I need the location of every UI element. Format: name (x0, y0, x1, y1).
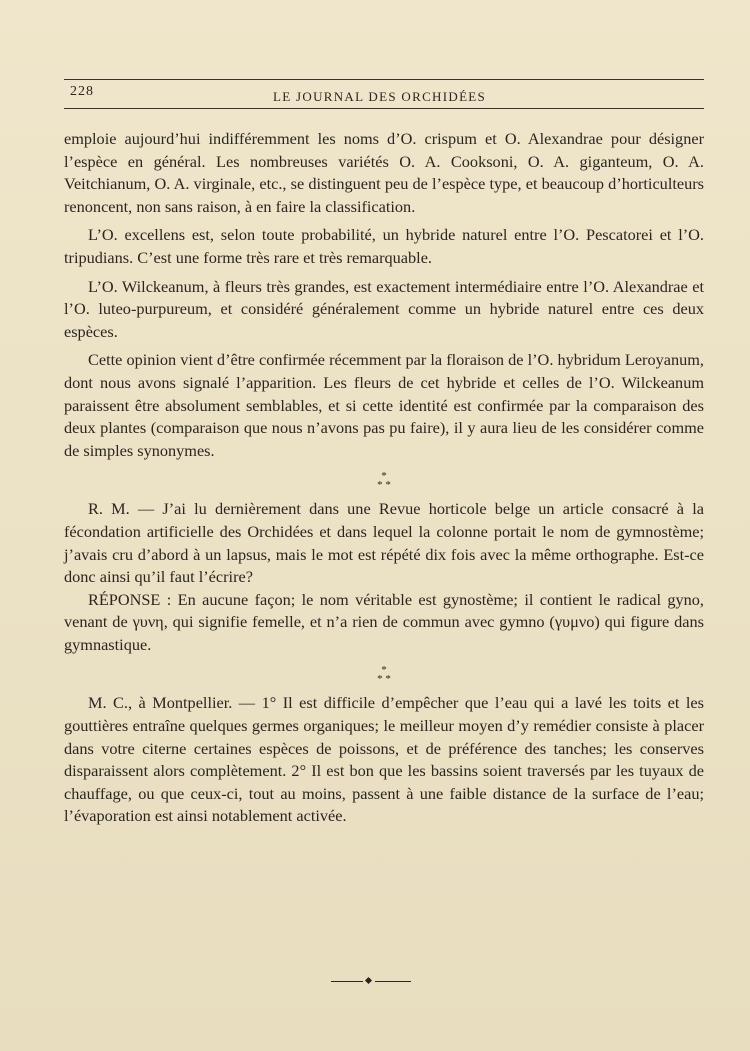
header-rule-top (64, 79, 704, 80)
paragraph-montpellier: M. C., à Montpellier. — 1° Il est difficile d’empêcher que l’eau qui a lavé les toits et les gouttières entraîne quelques germes organiques; le meilleur moyen d’y remédier consiste à placer dans votre citerne certaines espèces de poissons, et de préférence des tanches; les conserves disparaissent alors complètement. 2° Il est bon que les bassins soient traversés par les tuyaux de chauffage, ou que ceux-ci, tout au moins, passent à une faible distance de la surface de l’eau; l’évaporation est ainsi notablement activée. (64, 693, 704, 826)
paragraph-3: L’O. Wilckeanum, à fleurs très grandes, est exactement intermédiaire entre l’O. Alexandrae et l’O. luteo-purpureum, et considéré généralement comme un hybride naturel entre ces deux espèces. (64, 276, 704, 341)
section-asterism (64, 472, 704, 490)
paragraph-question: R. M. — J’ai lu dernièrement dans une Revue horticole belge un article consacré à la fécondation artificielle des Orchidées et dans lequel la colonne portait le nom de gymnostème; j’avais cru d’abord à un lapsus, mais le mot est répété dix fois avec la même orthographe. Est-ce donc ainsi qu’il faut l’écrire? (64, 499, 704, 587)
body-text (64, 128, 704, 828)
paragraph-4: Cette opinion vient d’être confirmée récemment par la floraison de l’O. hybridum Leroyanum, dont nous avons signalé l’apparition. Les fleurs de cet hybride et celles de l’O. Wilckeanum paraissent être absolument semblables, et si cette identité est confirmée par la comparaison des deux plantes (comparaison que nous n’avons pas pu faire), il y aura lieu de les considérer comme de simples synonymes. (64, 350, 704, 460)
paragraph-1: emploie aujourd’hui indifféremment les noms d’O. crispum et O. Alexandrae pour désigner l’espèce en général. Les nombreuses variétés O. A. Cooksoni, O. A. giganteum, O. A. Veitchianum, O. A. virginale, etc., se distinguent peu de l’espèce type, et beaucoup d’horticulteurs renoncent, non sans raison, à en faire la classification. (64, 129, 704, 216)
asterism-top-2: * (381, 664, 387, 677)
header-rule-bottom (64, 108, 704, 109)
tail-ornament (331, 977, 411, 987)
page-number: 228 (70, 84, 94, 99)
paragraph-2: L’O. excellens est, selon toute probabilité, un hybride naturel entre l’O. Pescatorei et l’O. tripudians. C’est une forme très rare et très remarquable. (64, 225, 704, 267)
asterism-bottom: * * (377, 479, 391, 492)
running-title: LE JOURNAL DES ORCHIDÉES (273, 89, 487, 104)
section-asterism-2 (64, 666, 704, 684)
asterism-bottom-2: * * (377, 673, 391, 686)
asterism-top: * (381, 470, 387, 483)
paragraph-reponse: RÉPONSE : En aucune façon; le nom véritable est gynostème; il contient le radical gyno, venant de γυνη, qui signifie femelle, et n’a rien de commun avec gymno (γυμνο) qui figure dans gymnastique. (64, 589, 704, 654)
